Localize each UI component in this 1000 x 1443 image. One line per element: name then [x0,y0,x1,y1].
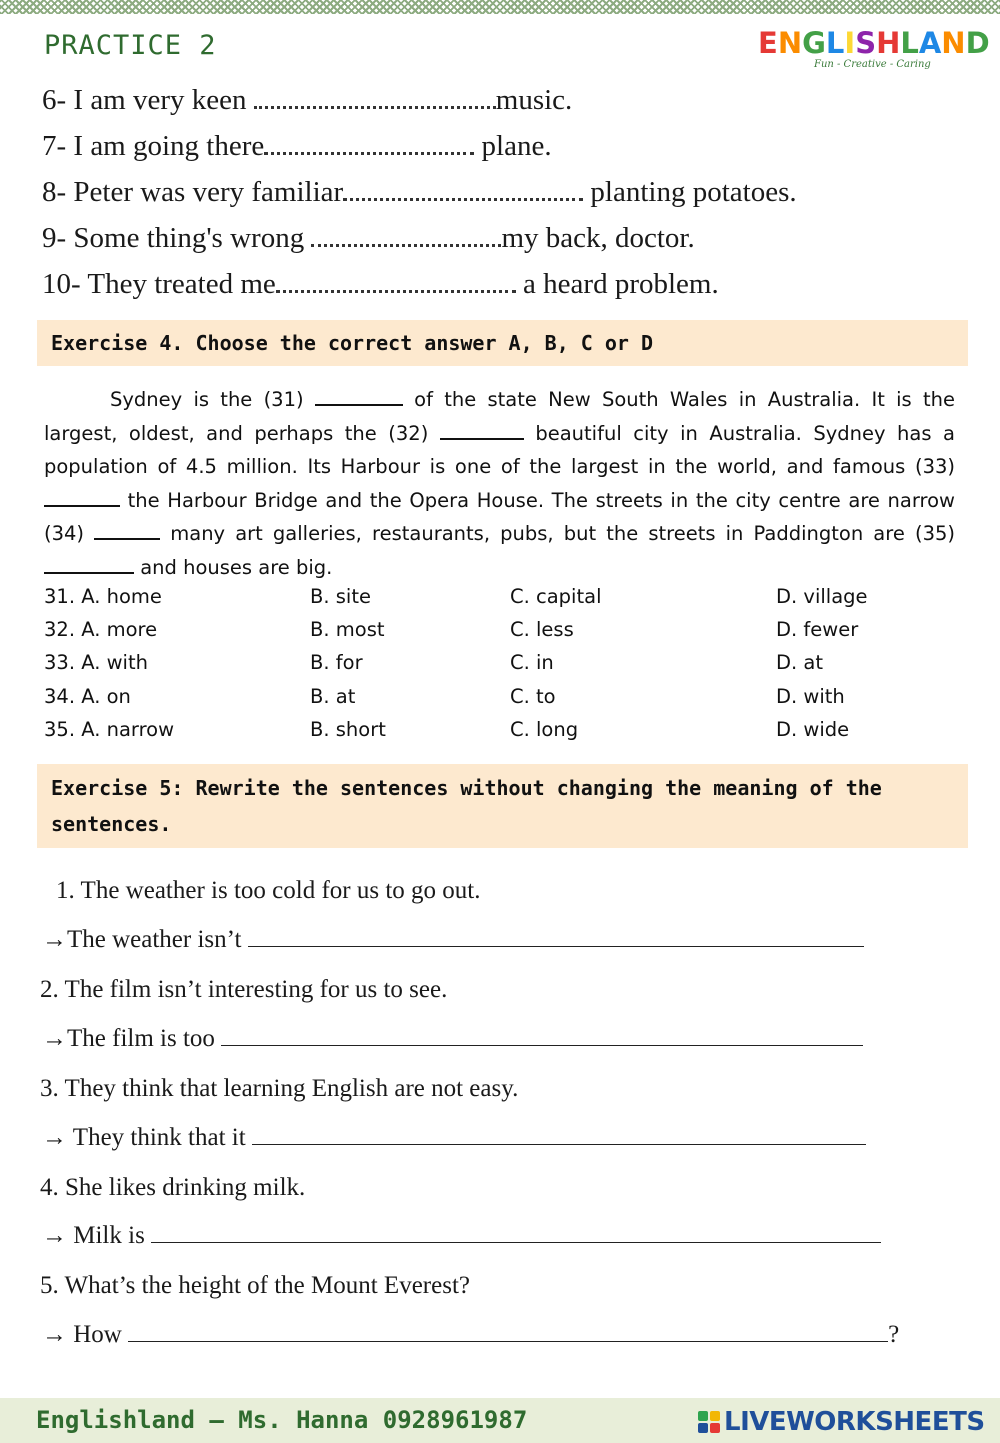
answer-input[interactable] [128,1323,888,1342]
logo-letter: H [876,26,901,60]
passage-text: and houses are big. [134,555,333,579]
icon-square [698,1423,708,1433]
logo-letter: E [758,26,778,60]
option-c[interactable]: C. to [510,685,556,708]
option-b[interactable]: B. at [310,685,356,708]
options-row-33 [44,651,944,684]
option-d[interactable]: D. village [776,585,868,608]
dotted-blank[interactable] [276,270,516,293]
passage-text: of the state New South Wales in Australia. It is the largest, oldest, and perhaps the (32) [44,388,955,445]
logo-wordmark [758,26,990,60]
rewrite-answer-4: → Milk is [42,1222,881,1250]
reading-passage [44,383,955,584]
passage-text: beautiful city in Australia. Sydney has a population of 4.5 million. Its Harbour is one of the largest in the world, and famous (33) [44,421,955,478]
passage-text: Sydney is the (31) [110,388,315,411]
options-row-32 [44,618,944,651]
logo-letter: A [918,26,942,60]
sentence-10: 10- They treated me a heard problem. [42,268,719,300]
dotted-blank[interactable] [343,178,583,201]
options-row-34 [44,685,944,718]
rewrite-question-2: 2. The film isn’t interesting for us to see. [40,976,448,1003]
option-c[interactable]: C. less [510,618,574,641]
passage-blank[interactable] [94,520,160,540]
option-d[interactable]: D. at [776,651,824,674]
logo-tagline: Fun - Creative - Caring [814,59,931,70]
exercise-5-heading: Exercise 5: Rewrite the sentences without changing the meaning of the sentences. [37,764,968,848]
answer-input[interactable] [248,928,864,947]
option-a[interactable]: 35. A. narrow [44,718,175,741]
rewrite-answer-2: →The film is too [42,1025,863,1053]
rewrite-question-1: 1. The weather is too cold for us to go out. [56,877,481,904]
option-c[interactable]: C. in [510,651,554,674]
options-row-35 [44,718,944,751]
answer-input[interactable] [221,1027,863,1046]
liveworksheets-logo[interactable] [698,1405,985,1439]
option-b[interactable]: B. short [310,718,386,741]
option-b[interactable]: B. site [310,585,371,608]
passage-blank[interactable] [44,487,120,507]
liveworksheets-icon [698,1411,720,1433]
englishland-logo [758,26,990,76]
passage-blank[interactable] [440,420,524,440]
passage-blank[interactable] [315,386,403,406]
passage-blank[interactable] [44,554,134,574]
page-title: PRACTICE 2 [44,30,217,61]
option-a[interactable]: 34. A. on [44,685,131,708]
rewrite-question-3: 3. They think that learning English are not easy. [40,1075,519,1102]
logo-letter: G [802,26,826,60]
sentence-6: 6- I am very keen music. [42,84,573,116]
passage-text: the Harbour Bridge and the Opera House. The streets in the city centre are narrow (34) [44,488,955,545]
option-c[interactable]: C. capital [510,585,602,608]
option-d[interactable]: D. fewer [776,618,859,641]
logo-letter: L [825,26,845,60]
icon-square [710,1423,720,1433]
rewrite-answer-5: → How ? [42,1321,900,1348]
passage-text: many art galleries, restaurants, pubs, but the streets in Paddington are (35) [160,522,955,545]
dotted-blank[interactable] [264,132,474,155]
rewrite-answer-1: →The weather isn’t [42,926,864,954]
option-a[interactable]: 33. A. with [44,651,148,674]
top-decorative-border [0,0,1000,14]
option-a[interactable]: 31. A. home [44,585,162,608]
liveworksheets-wordmark: LIVEWORKSHEETS [724,1407,985,1437]
answer-input[interactable] [252,1126,866,1145]
option-c[interactable]: C. long [510,718,579,741]
option-b[interactable]: B. most [310,618,385,641]
option-b[interactable]: B. for [310,651,363,674]
logo-letter: N [941,26,966,60]
option-d[interactable]: D. with [776,685,845,708]
footer-contact: Englishland – Ms. Hanna 0928961987 [36,1406,528,1434]
rewrite-question-4: 4. She likes drinking milk. [40,1174,306,1201]
sentence-9: 9- Some thing's wrong my back, doctor. [42,222,695,254]
dotted-blank[interactable] [311,224,501,247]
exercise-4-heading: Exercise 4. Choose the correct answer A, B, C or D [37,320,968,366]
rewrite-answer-3: → They think that it [42,1124,866,1152]
dotted-blank[interactable] [254,86,496,109]
logo-letter: I [844,26,856,60]
sentence-7: 7- I am going there plane. [42,130,552,162]
option-a[interactable]: 32. A. more [44,618,158,641]
icon-square [698,1411,708,1421]
logo-letter: N [777,26,803,60]
option-d[interactable]: D. wide [776,718,850,741]
options-row-31 [44,585,944,618]
icon-square [710,1411,720,1421]
answer-input[interactable] [151,1224,881,1243]
sentence-8: 8- Peter was very familiar planting potatoes. [42,176,797,208]
rewrite-question-5: 5. What’s the height of the Mount Everest? [40,1272,470,1299]
logo-letter: D [965,26,990,60]
logo-letter: S [855,26,877,60]
logo-letter: L [900,26,919,60]
